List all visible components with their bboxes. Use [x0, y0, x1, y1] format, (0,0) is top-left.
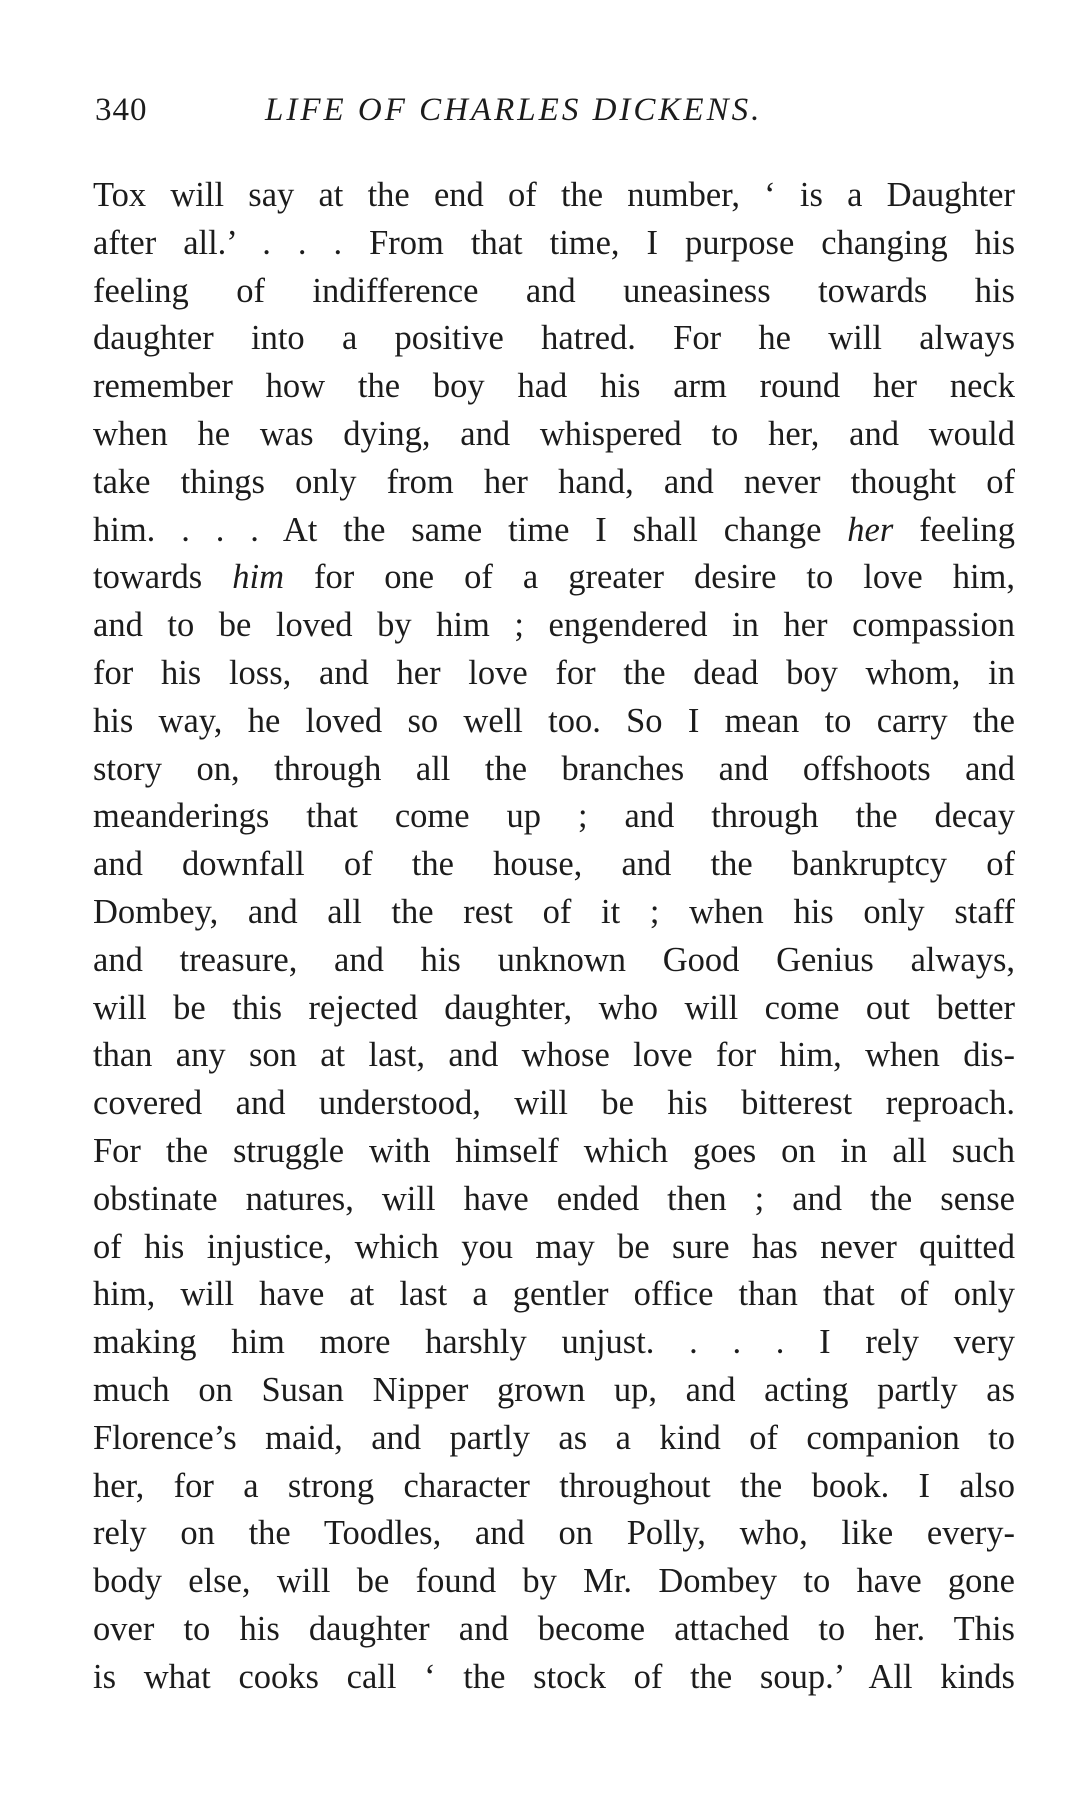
text-line: will be this rejected daughter, who will come out better [93, 988, 1015, 1027]
text-line: when he was dying, and whispered to her, and would [93, 414, 1015, 453]
italic-word: him [232, 558, 285, 597]
text-line: over to his daughter and become attached to her. This [93, 1609, 1015, 1648]
text-line: is what cooks call ‘ the stock of the soup.’ All kinds [93, 1657, 1015, 1696]
text-line: of his injustice, which you may be sure has never quitted [93, 1227, 1015, 1266]
text-line: her, for a strong character throughout the book. I also [93, 1466, 1015, 1505]
body-text [93, 172, 1015, 1702]
text-line: body else, will be found by Mr. Dombey to have gone [93, 1562, 1015, 1601]
text-line: for his loss, and her love for the dead boy whom, in [93, 653, 1015, 692]
text-line: Dombey, and all the rest of it ; when his only staff [93, 892, 1015, 931]
page-header [95, 92, 1015, 142]
text-line: covered and understood, will be his bitterest reproach. [93, 1084, 1015, 1123]
text-line: For the struggle with himself which goes on in all such [93, 1131, 1015, 1170]
text-line: him. . . . At the same time I shall change her feeling [93, 510, 1015, 549]
running-head: LIFE OF CHARLES DICKENS. [265, 92, 763, 128]
text-line: Tox will say at the end of the number, ‘ is a Daughter [93, 176, 1015, 214]
text-line: Florence’s maid, and partly as a kind of companion to [93, 1418, 1015, 1457]
text-line: remember how the boy had his arm round her neck [93, 367, 1015, 406]
text-line: than any son at last, and whose love for him, when dis- [93, 1036, 1015, 1075]
text-line: him, will have at last a gentler office than that of only [93, 1275, 1015, 1314]
italic-word: her [847, 510, 894, 549]
text-line: and to be loved by him ; engendered in her compassion [93, 606, 1015, 645]
text-line: obstinate natures, will have ended then ; and the sense [93, 1179, 1015, 1218]
text-line: take things only from her hand, and never thought of [93, 462, 1015, 501]
page-number: 340 [95, 92, 148, 128]
text-line: much on Susan Nipper grown up, and acting partly as [93, 1370, 1015, 1409]
text-line: and downfall of the house, and the bankruptcy of [93, 845, 1015, 884]
text-line: rely on the Toodles, and on Polly, who, like every- [93, 1514, 1015, 1553]
text-line: daughter into a positive hatred. For he will always [93, 319, 1015, 358]
text-line: feeling of indifference and uneasiness towards his [93, 271, 1015, 310]
text-line: and treasure, and his unknown Good Genius always, [93, 940, 1015, 979]
text-line: story on, through all the branches and offshoots and [93, 749, 1015, 788]
text-line: meanderings that come up ; and through the decay [93, 797, 1015, 836]
text-line: after all.’ . . . From that time, I purpose changing his [93, 223, 1015, 262]
text-line: his way, he loved so well too. So I mean to carry the [93, 701, 1015, 740]
text-line: towards him for one of a greater desire to love him, [93, 558, 1016, 597]
text-line: making him more harshly unjust. . . . I rely very [93, 1323, 1015, 1362]
